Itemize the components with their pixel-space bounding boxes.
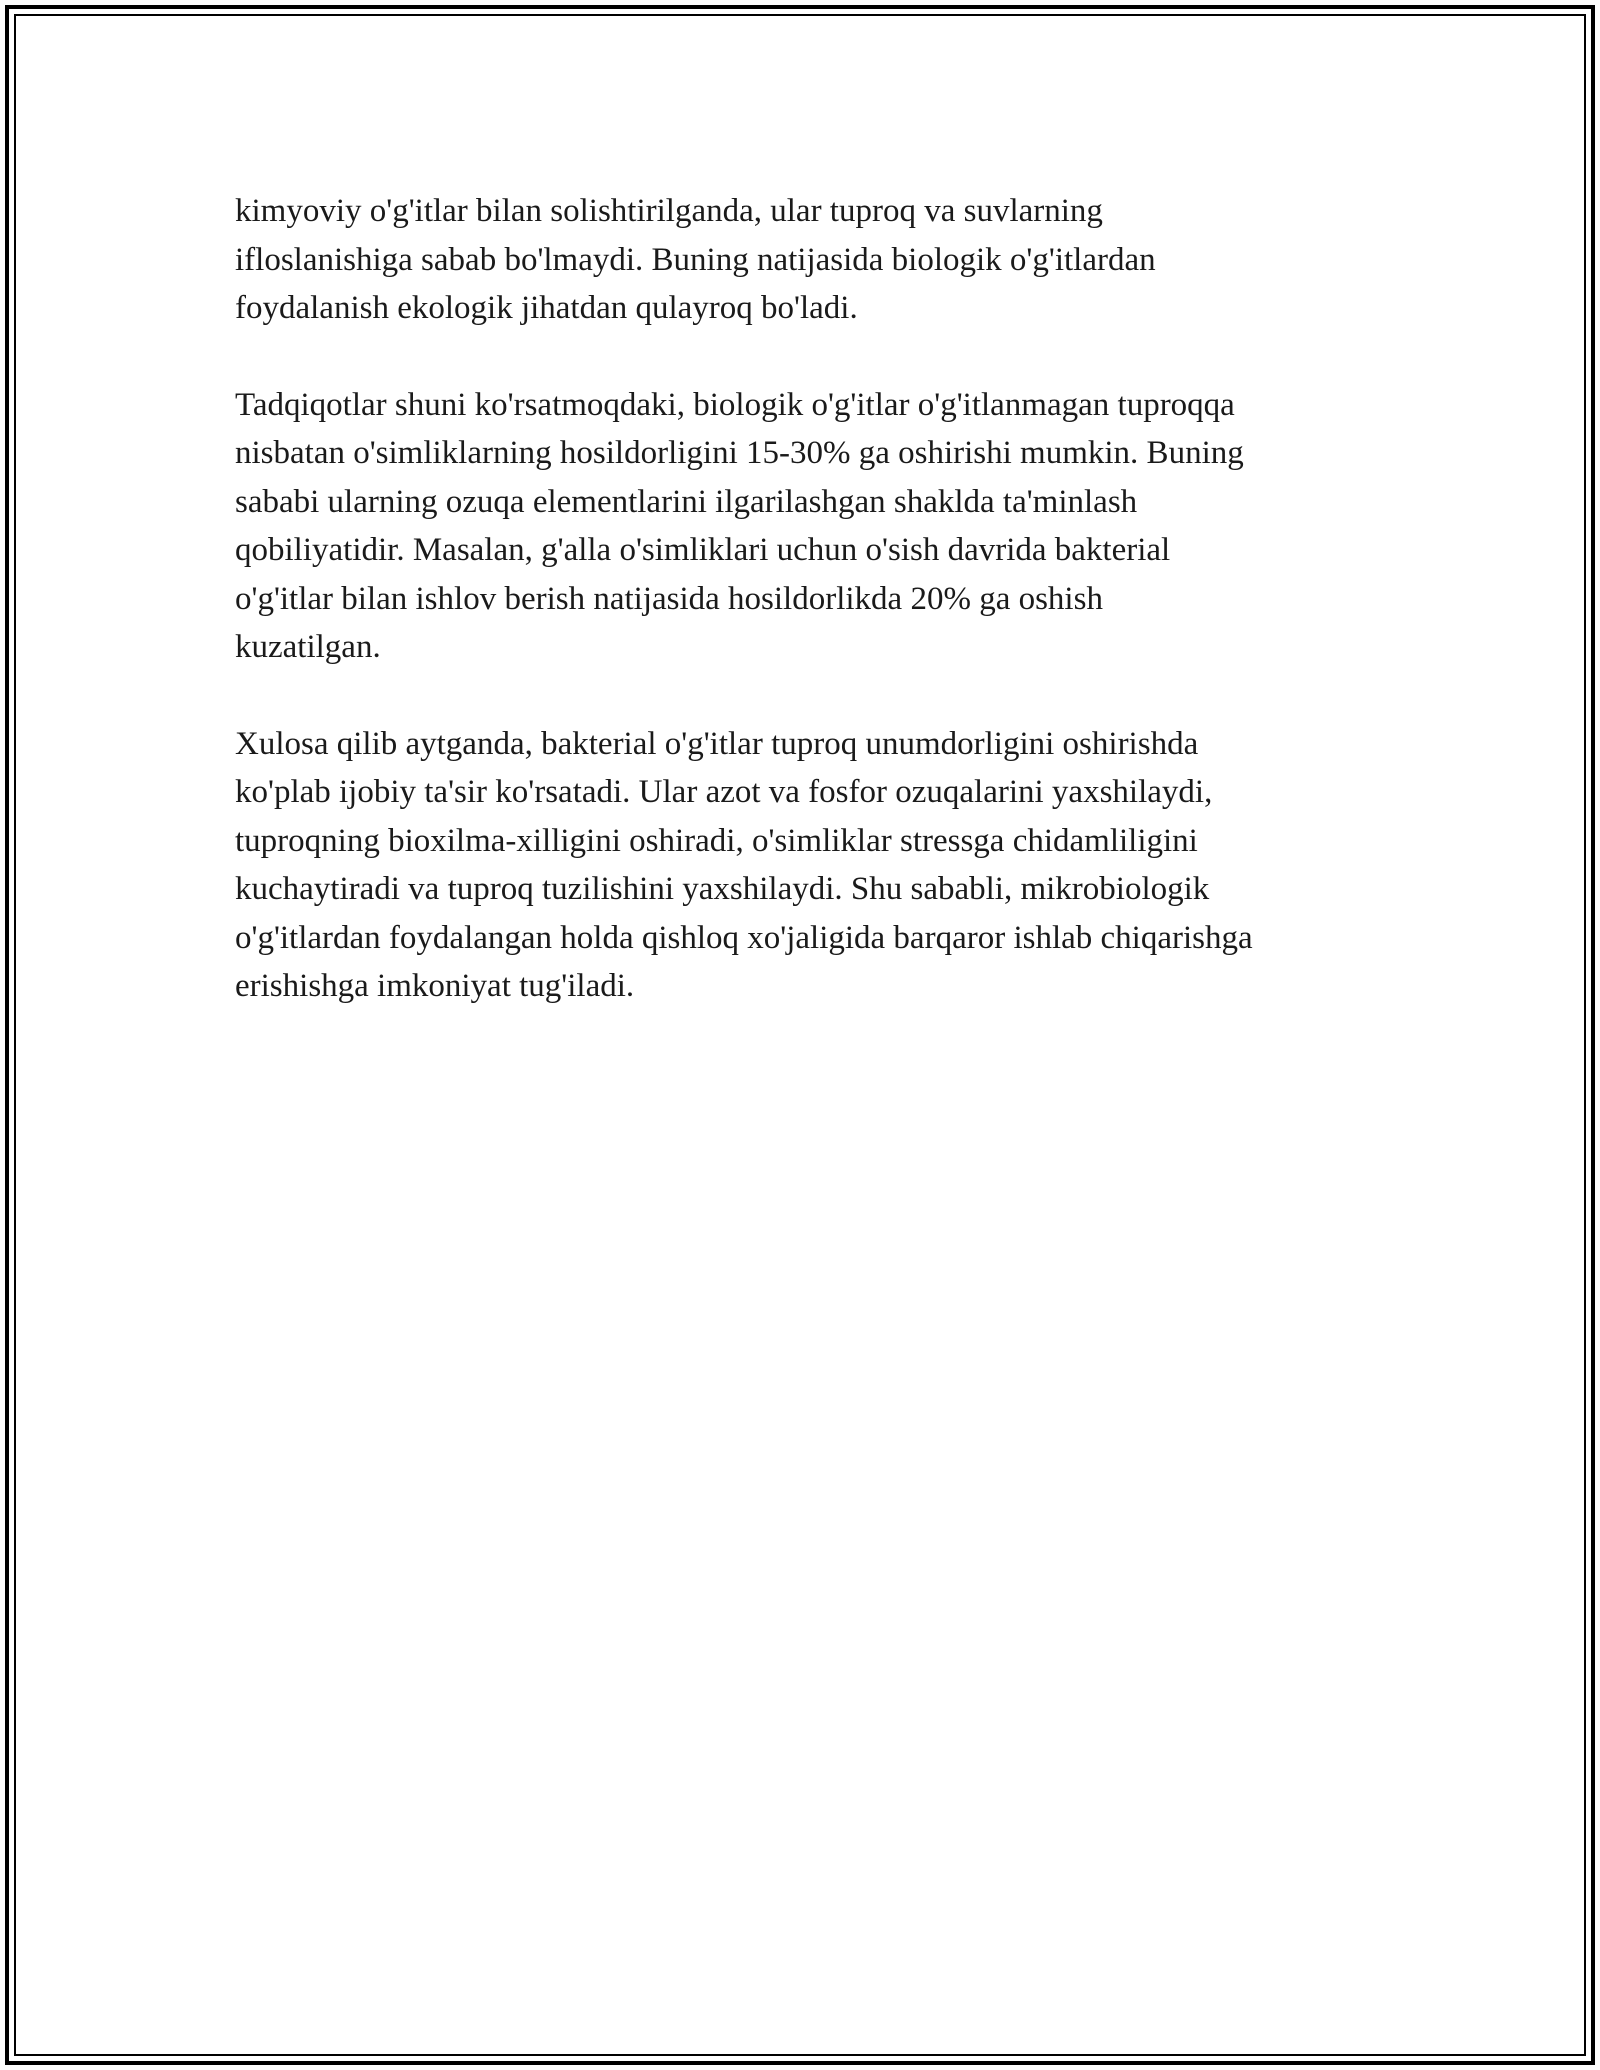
text-line: o'g'itlar bilan ishlov berish natijasida hosildorlikda 20% ga oshish bbox=[235, 580, 1103, 617]
document-body bbox=[235, 187, 1395, 1059]
text-line: ko'plab ijobiy ta'sir ko'rsatadi. Ular azot va fosfor ozuqalarini yaxshilaydi, bbox=[235, 774, 1213, 810]
text-line: Xulosa qilib aytganda, bakterial o'g'itlar tuproq unumdorligini oshirishda bbox=[235, 725, 1199, 762]
text-line: kuzatilgan. bbox=[235, 629, 381, 665]
text-line: nisbatan o'simliklarning hosildorligini 15-30% ga oshirishi mumkin. Buning bbox=[235, 435, 1244, 471]
text-line: foydalanish ekologik jihatdan qulayroq bo'ladi. bbox=[235, 290, 858, 326]
text-line: ifloslanishiga sabab bo'lmaydi. Buning natijasida biologik o'g'itlardan bbox=[235, 241, 1156, 278]
text-line: Tadqiqotlar shuni ko'rsatmoqdaki, biologik o'g'itlar o'g'itlanmagan tuproqqa bbox=[235, 386, 1235, 423]
paragraph-2 bbox=[235, 381, 1395, 672]
text-line: qobiliyatidir. Masalan, g'alla o'simliklari uchun o'sish davrida bakterial bbox=[235, 532, 1171, 568]
text-line: tuproqning bioxilma-xilligini oshiradi, o'simliklar stressga chidamliligini bbox=[235, 822, 1198, 859]
paragraph-3 bbox=[235, 720, 1395, 1011]
paragraph-1 bbox=[235, 187, 1395, 333]
text-line: kuchaytiradi va tuproq tuzilishini yaxshilaydi. Shu sababli, mikrobiologik bbox=[235, 871, 1210, 907]
text-line: kimyoviy o'g'itlar bilan solishtirilganda, ular tuproq va suvlarning bbox=[235, 193, 1103, 229]
text-line: o'g'itlardan foydalangan holda qishloq xo'jaligida barqaror ishlab chiqarishga bbox=[235, 919, 1253, 956]
text-line: erishishga imkoniyat tug'iladi. bbox=[235, 968, 635, 1004]
text-line: sababi ularning ozuqa elementlarini ilgarilashgan shaklda ta'minlash bbox=[235, 483, 1138, 520]
